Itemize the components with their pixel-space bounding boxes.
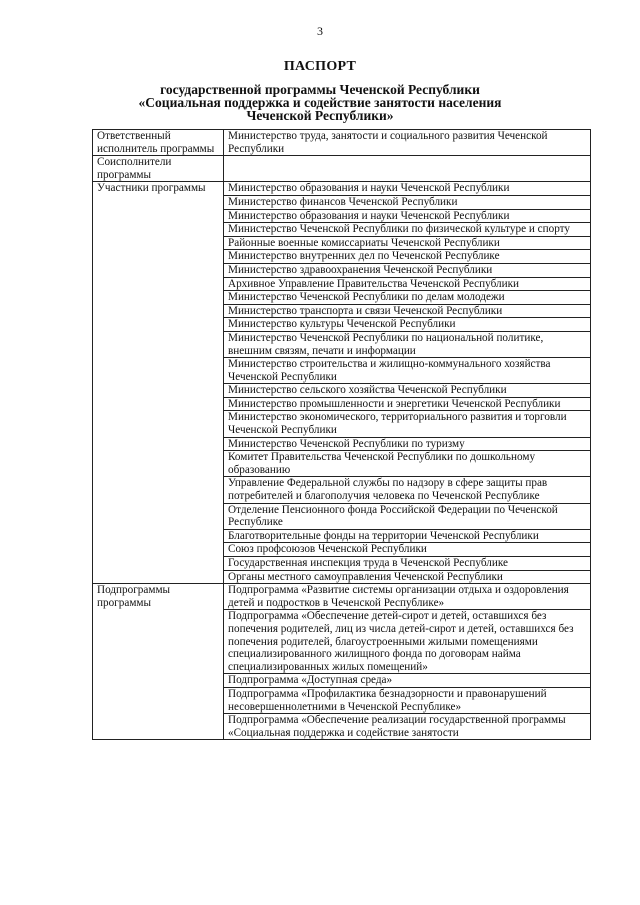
participant-item: Органы местного самоуправления Чеченской Республики [224, 570, 591, 584]
subprogram-item: Подпрограмма «Развитие системы организации отдыха и оздоровления детей и подростков в Чеченской Республике» [224, 584, 591, 610]
participant-item: Архивное Управление Правительства Чеченской Республики [224, 277, 591, 291]
participant-item: Министерство образования и науки Чеченской Республики [224, 209, 591, 223]
row-co-executors [93, 156, 591, 182]
value-co-executors [224, 156, 591, 182]
participant-item: Районные военные комиссариаты Чеченской Республики [224, 236, 591, 250]
participant-item: Министерство Чеченской Республики по физической культуре и спорту [224, 223, 591, 237]
label-co-executors: Соисполнители программы [93, 156, 224, 182]
participant-item: Благотворительные фонды на территории Чеченской Республики [224, 529, 591, 543]
title-main: ПАСПОРТ [283, 59, 357, 74]
subprogram-item: Подпрограмма «Обеспечение реализации государственной программы «Социальная поддержка и содействие занятости [224, 714, 591, 740]
participant-item: Министерство здравоохранения Чеченской Республики [224, 263, 591, 277]
participant-item: Министерство промышленности и энергетики Чеченской Республики [224, 397, 591, 411]
participant-item: Союз профсоюзов Чеченской Республики [224, 543, 591, 557]
subprogram-item: Подпрограмма «Профилактика безнадзорности и правонарушений несовершеннолетними в Чеченской Республике» [224, 687, 591, 713]
participant-item: Министерство экономического, территориального развития и торговли Чеченской Республики [224, 411, 591, 437]
subprogram-item: Подпрограмма «Обеспечение детей-сирот и детей, оставшихся без попечения родителей, лиц из числа детей-сирот и детей, оставшихся без попечения родителей, благоустроенными жилыми помещениями специализированного жилищного фонда по договорам найма специализированных жилых помещений» [224, 610, 591, 674]
title-line-1: государственной программы Чеченской Республики [160, 82, 480, 97]
title-line-3: Чеченской Республики» [246, 108, 394, 123]
label-participant: Участники программы [93, 182, 224, 584]
participant-item: Государственная инспекция труда в Чеченской Республике [224, 557, 591, 571]
participant-item: Комитет Правительства Чеченской Республики по дошкольному образованию [224, 451, 591, 477]
page-number: 3 [317, 24, 323, 38]
label-responsible: Ответственный исполнитель программы [93, 130, 224, 156]
participant-item: Министерство Чеченской Республики по делам молодежи [224, 291, 591, 305]
passport-table [92, 129, 591, 740]
value-responsible: Министерство труда, занятости и социального развития Чеченской Республики [224, 130, 591, 156]
participant-item: Министерство строительства и жилищно-коммунального хозяйства Чеченской Республики [224, 358, 591, 384]
participant-item: Министерство Чеченской Республики по национальной политике, внешним связям, печати и информации [224, 331, 591, 357]
label-subprogram: Подпрограммы программы [93, 584, 224, 740]
participant-item: Министерство образования и науки Чеченской Республики [224, 182, 591, 196]
participant-item: Управление Федеральной службы по надзору в сфере защиты прав потребителей и благополучия человека по Чеченской Республике [224, 477, 591, 503]
title-line-2: «Социальная поддержка и содействие занятости населения [138, 95, 502, 110]
participant-item: Министерство транспорта и связи Чеченской Республики [224, 304, 591, 318]
participant-item: Министерство культуры Чеченской Республики [224, 318, 591, 332]
row-responsible [93, 130, 591, 156]
document-title [0, 60, 640, 122]
participant-row [93, 182, 591, 196]
participant-item: Министерство внутренних дел по Чеченской Республике [224, 250, 591, 264]
participant-item: Министерство сельского хозяйства Чеченской Республики [224, 384, 591, 398]
participant-item: Отделение Пенсионного фонда Российской Федерации по Чеченской Республике [224, 503, 591, 529]
participant-item: Министерство финансов Чеченской Республики [224, 195, 591, 209]
subprogram-row [93, 584, 591, 610]
participant-item: Министерство Чеченской Республики по туризму [224, 437, 591, 451]
subprogram-item: Подпрограмма «Доступная среда» [224, 674, 591, 688]
